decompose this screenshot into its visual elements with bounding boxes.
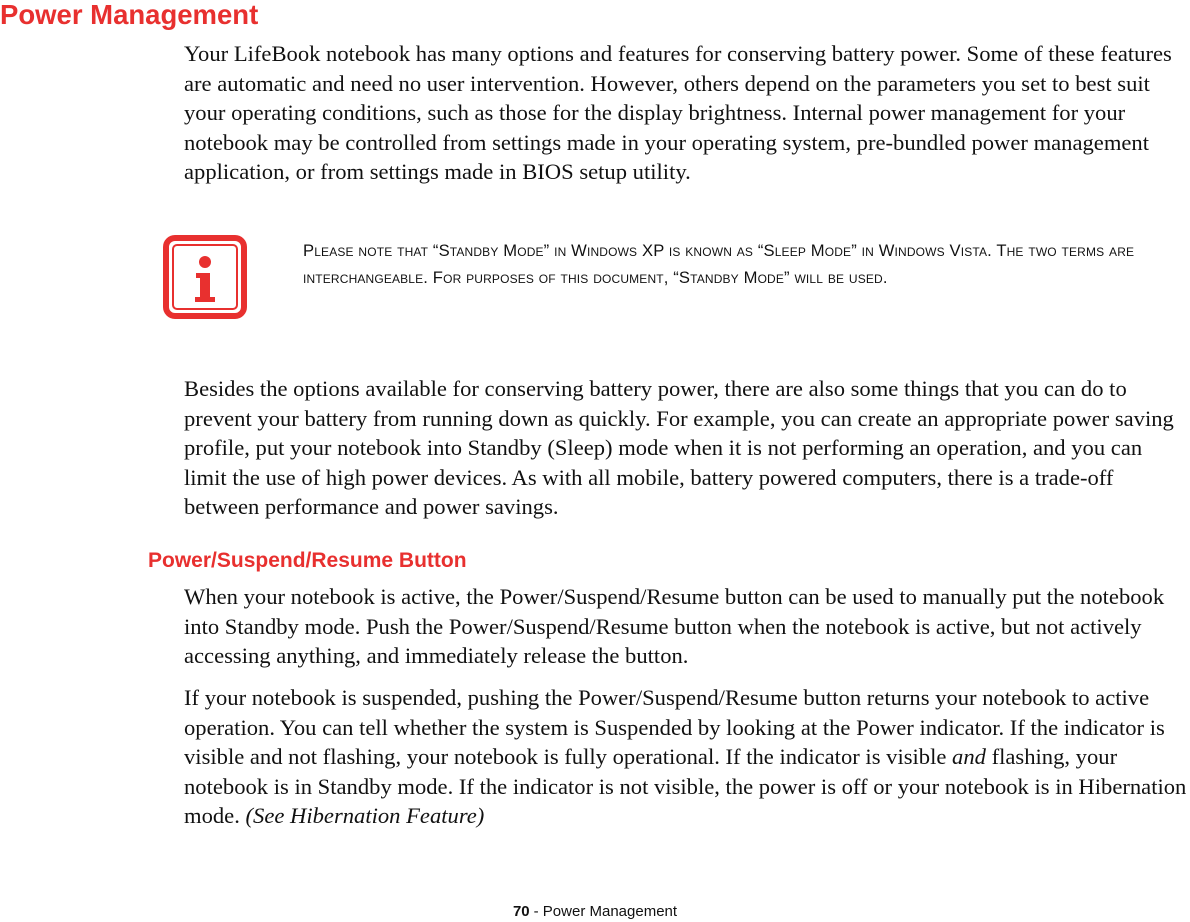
hibernation-link[interactable]: (See Hibernation Feature) — [245, 803, 485, 828]
emphasis-and: and — [952, 744, 986, 769]
suspend-paragraph — [184, 683, 1190, 831]
footer-label: - Power Management — [533, 903, 678, 920]
intro-paragraph: Your LifeBook notebook has many options and features for conserving battery power. Some of these features are automatic and need no user intervention. However, others depend on the parameters you set to best suit your operating conditions, such as those for the display brightness. Internal power management for your notebook may be controlled from settings made in your operating system, pre-bundled power management application, or from settings made in BIOS setup utility. — [184, 41, 1172, 184]
info-icon — [163, 235, 247, 319]
page-footer — [0, 902, 1190, 922]
besides-paragraph: Besides the options available for conserving battery power, there are also some things that you can do to prevent your battery from running down as quickly. For example, you can create an appropriate power saving profile, put your notebook into Standby (Sleep) mode when it is not performing an operation, and you can limit the use of high power devices. As with all mobile, battery powered computers, there is a trade-off between performance and power savings. — [184, 376, 1174, 519]
page-title: Power Management — [0, 0, 259, 30]
suspend-text-b: flashing, your notebook is in Standby mode. If the indicator is not visible, the power is off or your notebook is in Hibernation mode. — [184, 744, 1187, 828]
button-paragraph: When your notebook is active, the Power/Suspend/Resume button can be used to manually put the notebook into Standby mode. Push the Power/Suspend/Resume button when the notebook is active, but not actively accessing anything, and immediately release the button. — [184, 584, 1165, 668]
section-heading: Power/Suspend/Resume Button — [148, 549, 467, 572]
note-text: Please note that “Standby Mode” in Windows XP is known as “Sleep Mode” in Windows Vista. The two terms are interchangeable. For purposes of this document, “Standby Mode” will be used. — [303, 241, 1135, 287]
suspend-text-a: If your notebook is suspended, pushing the Power/Suspend/Resume button returns your notebook to active operation. You can tell whether the system is Suspended by looking at the Power indicator. If the indicator is visible and not flashing, your notebook is fully operational. If the indicator is visible — [184, 685, 1165, 769]
page-number: 70 — [512, 903, 530, 920]
